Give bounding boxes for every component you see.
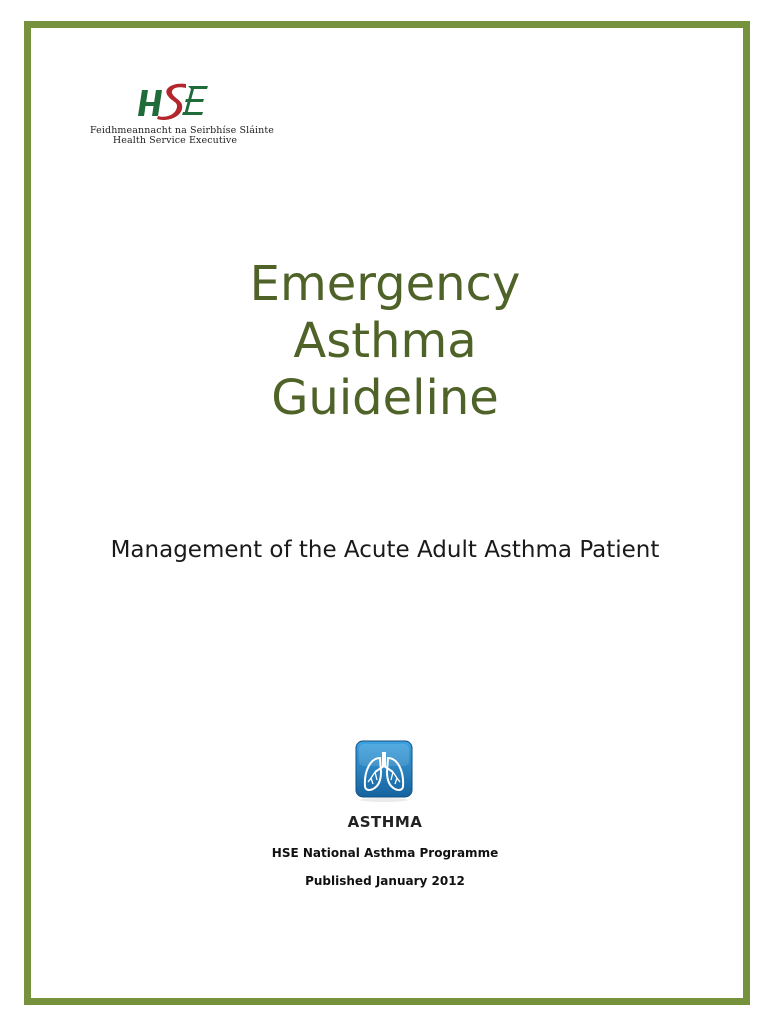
title-line-3: Guideline xyxy=(271,370,499,426)
hse-logo-irish-text: Feidhmeannacht na Seirbhíse Sláinte xyxy=(90,125,274,136)
title-line-2: Asthma xyxy=(293,313,477,369)
asthma-badge-label: ASTHMA xyxy=(347,813,423,831)
publication-date: Published January 2012 xyxy=(305,874,465,888)
hse-logo-english-text: Health Service Executive xyxy=(112,135,238,146)
hse-logo-mark xyxy=(136,78,214,122)
lungs-icon xyxy=(355,740,415,802)
document-title xyxy=(0,256,770,427)
document-subtitle: Management of the Acute Adult Asthma Patient xyxy=(110,537,660,563)
programme-credit: HSE National Asthma Programme xyxy=(271,846,499,860)
title-line-1: Emergency xyxy=(249,256,521,312)
hse-logo xyxy=(90,78,274,150)
